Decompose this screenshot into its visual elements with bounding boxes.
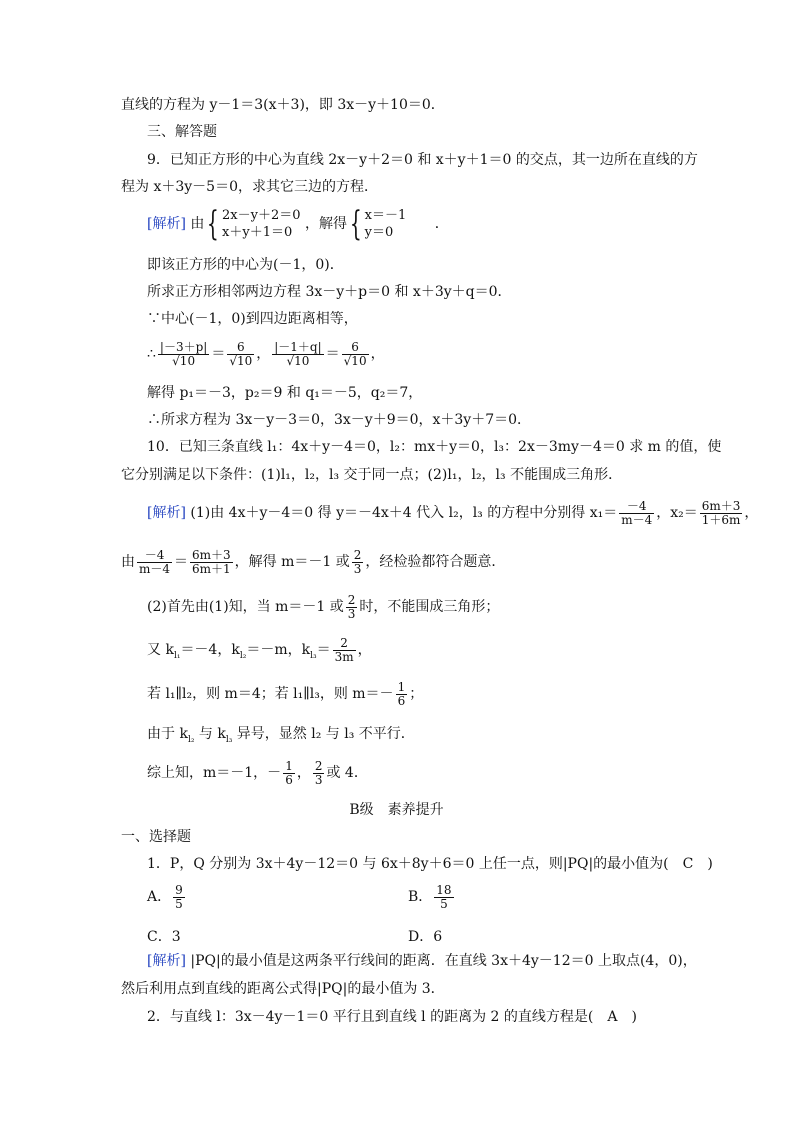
solution-10-line-3 — [147, 590, 499, 624]
text: ＝ — [211, 346, 226, 362]
text: ＝ — [325, 346, 340, 362]
text: ， — [256, 346, 271, 362]
subscript: l₂ — [187, 734, 195, 745]
text: 若 l₁∥l₂，则 m＝4；若 l₁∥l₃，则 m＝－ — [147, 686, 394, 702]
numerator: －4 — [619, 500, 654, 514]
denominator: 5 — [175, 896, 183, 911]
option-c: C．3 — [147, 929, 181, 945]
numerator: 2 — [347, 592, 356, 607]
denominator: 6 — [397, 693, 406, 708]
text-line: ∴所求方程为 3x－y－3＝0，3x－y＋9＝0，x＋3y＋7＝0． — [147, 412, 532, 428]
numerator: 6 — [342, 341, 369, 355]
solution-tag: [解析] — [147, 216, 186, 232]
text: A． — [147, 889, 172, 905]
text: ， — [744, 505, 759, 521]
solution-9-system-line — [147, 204, 449, 244]
numerator: |－1＋q| — [274, 339, 322, 354]
subscript: l₃ — [225, 734, 233, 745]
text: ＝ — [316, 642, 331, 658]
equation: y＝0 — [364, 225, 394, 240]
fraction — [190, 549, 233, 576]
text: ＝ — [174, 554, 189, 570]
numerator: 9 — [175, 882, 183, 897]
solution-q1-line-1 — [147, 952, 697, 970]
denominator: 3m — [334, 649, 354, 664]
text: 综上知，m＝－1，－ — [147, 765, 282, 781]
numerator: 2 — [314, 758, 323, 773]
problem-9-line-1: 9．已知正方形的中心为直线 2x－y＋2＝0 和 x＋y＋1＝0 的交点，其一边所在直线的方 — [147, 152, 698, 168]
text-line: 直线的方程为 y－1＝3(x＋3)，即 3x－y＋10＝0． — [121, 97, 445, 113]
text: |PQ|的最小值是这两条平行线间的距离．在直线 3x＋4y－12＝0 上取点(4，0)， — [190, 953, 697, 969]
text: ． — [434, 216, 449, 232]
text: ，经检验都符合题意． — [365, 554, 506, 570]
denominator: √10 — [343, 353, 367, 368]
text: ， — [357, 642, 372, 658]
fraction — [283, 760, 295, 787]
text: 与 k — [194, 726, 226, 742]
fraction — [158, 341, 209, 368]
text-line: 解得 p₁＝－3，p₂＝9 和 q₁＝－5，q₂＝7， — [147, 385, 423, 401]
numerator: 6m＋3 — [701, 498, 741, 513]
question-1: 1．P，Q 分别为 3x＋4y－12＝0 与 6x＋8y＋6＝0 上任一点，则|PQ|的最小值为( C ) — [147, 856, 713, 872]
option-b — [408, 880, 456, 914]
text: ＝－m，k — [246, 642, 311, 658]
fraction — [272, 341, 323, 368]
text: 异号，显然 l₂ 与 l₃ 不平行． — [232, 726, 415, 742]
option-d: D．6 — [408, 929, 443, 945]
fraction — [619, 500, 654, 527]
denominator: 3 — [347, 606, 356, 621]
text: 时，不能围成三角形； — [359, 599, 500, 615]
denominator: √10 — [286, 353, 310, 368]
problem-10-line-2: 它分别满足以下条件：(1)l₁，l₂，l₃ 交于同一点；(2)l₁，l₂，l₃ 不能围成三角形． — [121, 467, 623, 483]
equation-system — [222, 207, 301, 241]
text-line: ∵中心(－1，0)到四边距离相等， — [147, 311, 358, 327]
solution-tag: [解析] — [147, 505, 186, 521]
denominator: 5 — [440, 896, 448, 911]
subscript: l₃ — [310, 650, 317, 661]
brace-icon: { — [349, 204, 362, 244]
text: 由 — [190, 216, 205, 232]
denominator: 6m＋1 — [192, 561, 231, 576]
numerator: 18 — [436, 882, 452, 897]
text: ∴ — [147, 346, 156, 362]
question-2: 2．与直线 l：3x－4y－1＝0 平行且到直线 l 的距离为 2 的直线方程是( A ) — [147, 1009, 637, 1025]
fraction — [313, 760, 325, 787]
parallel-condition-line — [147, 677, 423, 711]
fraction — [137, 549, 172, 576]
problem-9-line-2: 程为 x＋3y－5＝0，求其它三边的方程． — [121, 179, 378, 195]
denominator: √10 — [172, 353, 196, 368]
solution-10-line-1 — [147, 496, 758, 530]
text: 由 — [121, 554, 135, 570]
section-title: B级 素养提升 — [349, 802, 444, 818]
text: ，解得 — [304, 216, 347, 232]
text: (1)由 4x＋y－4＝0 得 y＝－4x＋4 代入 l₂，l₃ 的方程中分别得 x₁＝ — [190, 505, 618, 521]
fraction — [346, 594, 358, 621]
slope-line — [147, 633, 372, 673]
numerator: 1 — [397, 679, 406, 694]
subscript: l₂ — [239, 650, 247, 661]
fraction — [227, 341, 254, 368]
problem-10-line-1: 10．已知三条直线 l₁：4x＋y－4＝0，l₂：mx＋y＝0，l₃：2x－3my－4＝0 求 m 的值，使 — [147, 439, 722, 455]
text: 又 k — [147, 642, 174, 658]
denominator: m－4 — [621, 512, 653, 527]
denominator: 3 — [314, 772, 323, 787]
denominator: 1＋6m — [701, 512, 741, 527]
text: 或 4． — [326, 765, 368, 781]
numerator: －4 — [137, 549, 172, 563]
numerator: |－3＋p| — [159, 339, 208, 354]
text: ，解得 m＝－1 或 — [234, 554, 350, 570]
text: ， — [296, 765, 311, 781]
denominator: m－4 — [139, 561, 171, 576]
fraction — [352, 549, 364, 576]
text: B． — [408, 889, 433, 905]
brace-icon: { — [207, 204, 220, 244]
distance-equation-line — [147, 337, 385, 371]
section-heading: 一、选择题 — [121, 829, 191, 845]
numerator: 1 — [285, 758, 293, 773]
sign-line — [147, 721, 415, 753]
numerator: 2 — [353, 547, 362, 562]
text: 由于 k — [147, 726, 188, 742]
fraction — [333, 637, 356, 664]
fraction — [396, 681, 408, 708]
numerator: 6m＋3 — [192, 547, 231, 562]
text: ， — [370, 346, 385, 362]
fraction — [173, 884, 185, 911]
denominator: 6 — [285, 772, 293, 787]
denominator: √10 — [229, 353, 253, 368]
text-line: 所求正方形相邻两边方程 3x－y＋p＝0 和 x＋3y＋q＝0． — [147, 284, 512, 300]
text: ＝－4，k — [180, 642, 240, 658]
text: ，x₂＝ — [656, 505, 698, 521]
option-a — [147, 880, 187, 914]
numerator: 2 — [333, 637, 356, 651]
section-heading: 三、解答题 — [147, 124, 217, 140]
equation-system — [365, 207, 407, 241]
equation: 2x－y＋2＝0 — [222, 208, 301, 223]
equation: x＝－1 — [364, 208, 407, 223]
text: ； — [409, 686, 424, 702]
fraction — [342, 341, 369, 368]
numerator: 6 — [227, 341, 254, 355]
conclusion-line — [147, 756, 368, 790]
text: (2)首先由(1)知，当 m＝－1 或 — [147, 599, 344, 615]
solution-10-line-2 — [121, 545, 505, 579]
solution-tag: [解析] — [147, 953, 186, 969]
denominator: 3 — [353, 561, 362, 576]
equation: x＋y＋1＝0 — [222, 225, 293, 240]
fraction — [700, 500, 743, 527]
solution-q1-line-2: 然后利用点到直线的距离公式得|PQ|的最小值为 3． — [121, 981, 445, 997]
text-line: 即该正方形的中心为(－1，0)． — [147, 257, 344, 273]
subscript: l₁ — [173, 650, 181, 661]
fraction — [434, 884, 453, 911]
